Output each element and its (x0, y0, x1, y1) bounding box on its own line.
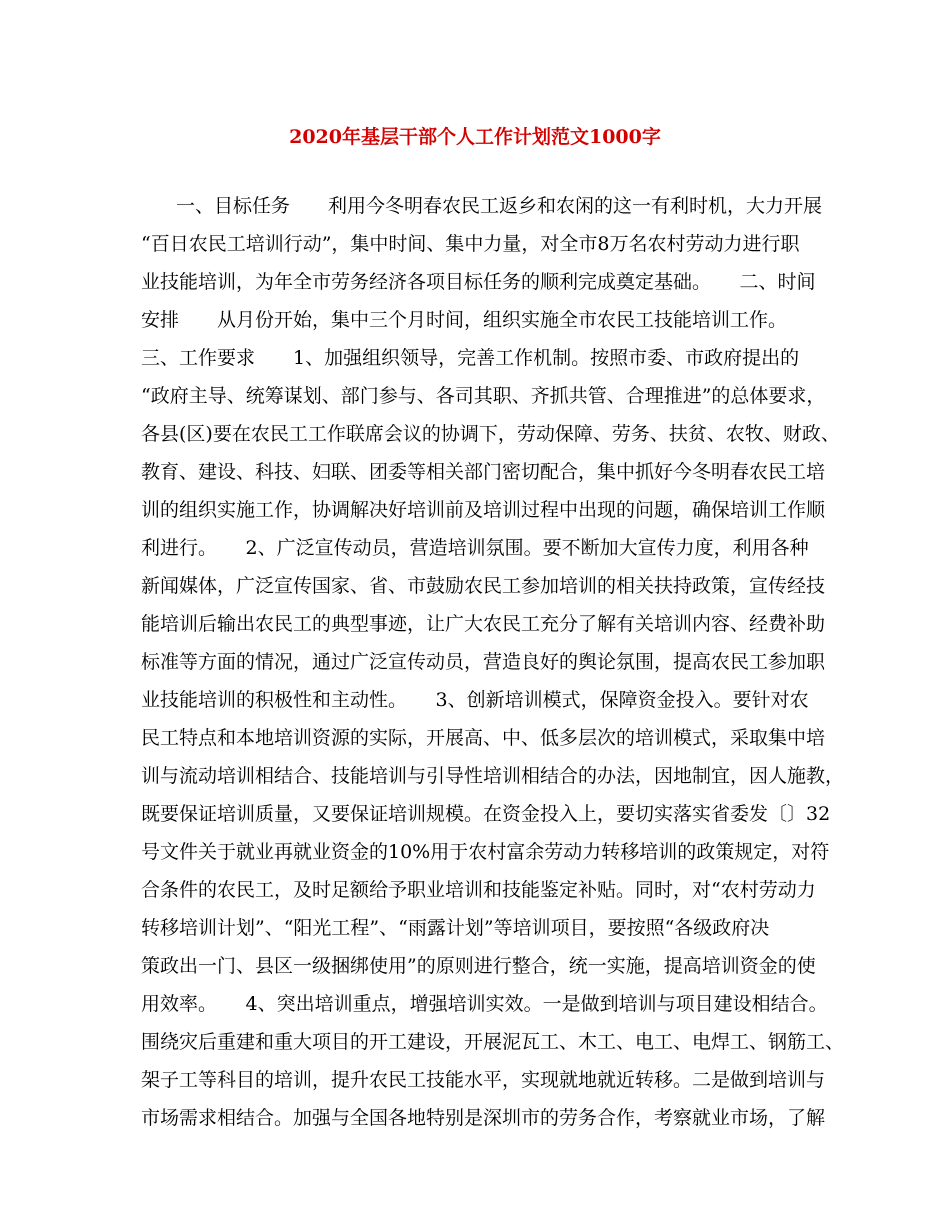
body-line: 既要保证培训质量，又要保证培训规模。在资金投入上，要切实落实省委发〔〕32 (141, 803, 831, 825)
body-line: 一、目标任务 利用今冬明春农民工返乡和农闲的这一有利时机，大力开展 (176, 195, 823, 217)
body-line: 业技能培训，为年全市劳务经济各项目标任务的顺利完成奠定基础。 二、时间 (141, 271, 816, 293)
body-line: 标准等方面的情况，通过广泛宣传动员，营造良好的舆论氛围，提高农民工参加职 (141, 651, 826, 673)
body-line: 新闻媒体，广泛宣传国家、省、市鼓励农民工参加培训的相关扶持政策，宣传经技 (141, 575, 826, 597)
body-line: “百日农民工培训行动”，集中时间、集中力量，对全市8万名农村劳动力进行职 (141, 233, 800, 255)
body-line: 各县(区)要在农民工工作联席会议的协调下，劳动保障、劳务、扶贫、农牧、财政、 (141, 423, 840, 445)
body-line: 安排 从月份开始，集中三个月时间，组织实施全市农民工技能培训工作。 (141, 309, 788, 331)
body-line: “政府主导、统筹谋划、部门参与、各司其职、齐抓共管、合理推进”的总体要求， (141, 385, 826, 407)
body-line: 训的组织实施工作，协调解决好培训前及培训过程中出现的问题，确保培训工作顺 (141, 499, 826, 521)
body-line: 利进行。 2、广泛宣传动员，营造培训氛围。要不断加大宣传力度，利用各种 (141, 537, 809, 559)
body-line: 合条件的农民工，及时足额给予职业培训和技能鉴定补贴。同时，对“农村劳动力 (141, 879, 816, 901)
body-line: 围绕灾后重建和重大项目的开工建设，开展泥瓦工、木工、电工、电焊工、钢筋工、 (141, 1031, 845, 1053)
body-line: 教育、建设、科技、妇联、团委等相关部门密切配合，集中抓好今冬明春农民工培 (141, 461, 826, 483)
body-line: 训与流动培训相结合、技能培训与引导性培训相结合的办法，因地制宜，因人施教， (141, 765, 845, 787)
body-line: 架子工等科目的培训，提升农民工技能水平，实现就地就近转移。二是做到培训与 (141, 1069, 826, 1091)
body-line: 转移培训计划”、“阳光工程”、“雨露计划”等培训项目，要按照“各级政府决 (141, 917, 770, 939)
document-title: 2020年基层干部个人工作计划范文1000字 (289, 126, 661, 148)
body-line: 市场需求相结合。加强与全国各地特别是深圳市的劳务合作，考察就业市场，了解 (141, 1107, 826, 1129)
body-line: 策政出一门、县区一级捆绑使用”的原则进行整合，统一实施，提高培训资金的使 (141, 955, 816, 977)
body-line: 能培训后输出农民工的典型事迹，让广大农民工充分了解有关培训内容、经费补助 (141, 613, 826, 635)
body-line: 民工特点和本地培训资源的实际，开展高、中、低多层次的培训模式，采取集中培 (141, 727, 826, 749)
body-line: 三、工作要求 1、加强组织领导，完善工作机制。按照市委、市政府提出的 (141, 347, 800, 369)
body-line: 用效率。 4、突出培训重点，增强培训实效。一是做到培训与项目建设相结合。 (141, 993, 828, 1015)
body-line: 号文件关于就业再就业资金的10%用于农村富余劳动力转移培训的政策规定，对符 (141, 841, 830, 863)
body-line: 业技能培训的积极性和主动性。 3、创新培训模式，保障资金投入。要针对农 (141, 689, 809, 711)
